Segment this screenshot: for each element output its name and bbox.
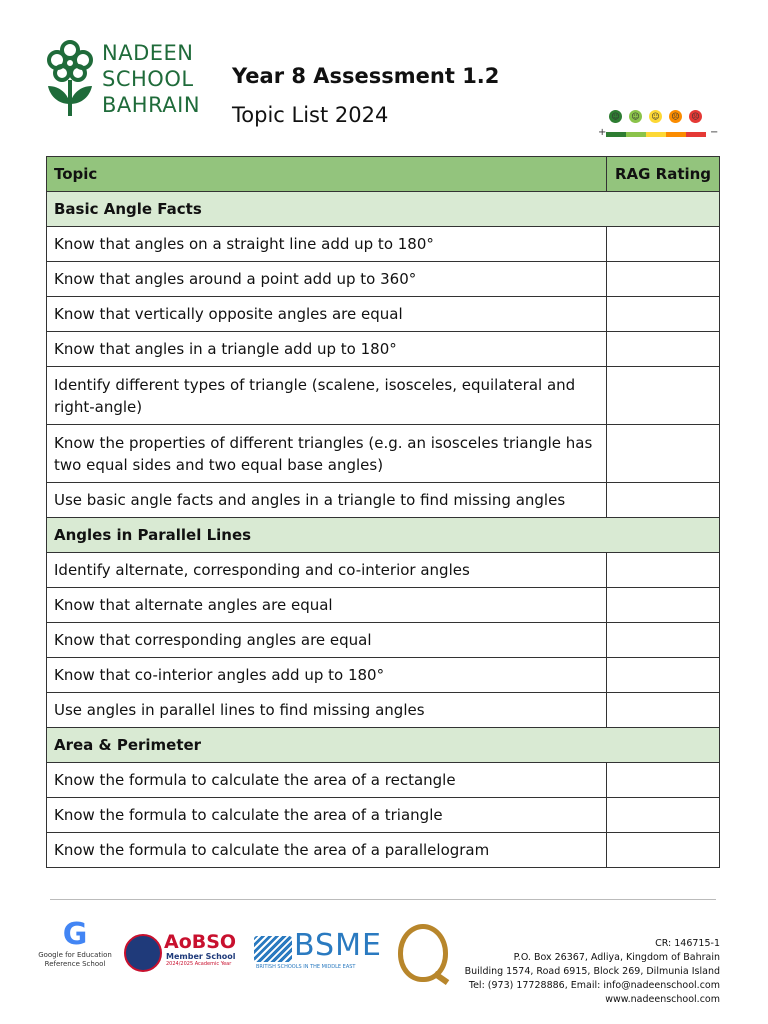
topic-cell: Know the formula to calculate the area of a rectangle (47, 763, 607, 798)
aobso-member: Member School (166, 952, 236, 961)
section-title: Area & Perimeter (47, 728, 720, 763)
rag-cell[interactable] (607, 588, 720, 623)
google-badge-line-1: Google for Education (38, 951, 112, 959)
rag-cell[interactable] (607, 763, 720, 798)
scale-bar-segment (646, 132, 666, 137)
google-g-icon: G (62, 917, 88, 952)
table-row (47, 763, 720, 798)
rag-cell[interactable] (607, 658, 720, 693)
page-subtitle: Topic List 2024 (232, 103, 389, 127)
address-contact: Tel: (973) 17728886, Email: info@nadeenschool.com (468, 980, 720, 991)
rag-cell[interactable] (607, 553, 720, 588)
scale-bar-segment (686, 132, 706, 137)
topic-cell: Know that angles on a straight line add up to 180° (47, 227, 607, 262)
table-row (47, 367, 720, 425)
column-header-rag: RAG Rating (607, 157, 720, 192)
scale-plus: + (598, 127, 607, 138)
section-row (47, 192, 720, 227)
section-title: Basic Angle Facts (47, 192, 720, 227)
aobso-name: AoBSO (164, 931, 237, 953)
rag-cell[interactable] (607, 297, 720, 332)
section-row (47, 728, 720, 763)
topic-cell: Know that corresponding angles are equal (47, 623, 607, 658)
bsme-name: BSME (294, 928, 382, 963)
topic-table (46, 156, 720, 868)
topic-cell: Know that co-interior angles add up to 180° (47, 658, 607, 693)
rag-cell[interactable] (607, 262, 720, 297)
bsme-subtitle: BRITISH SCHOOLS IN THE MIDDLE EAST (256, 964, 356, 970)
flower-icon (44, 40, 96, 118)
rag-cell[interactable] (607, 425, 720, 483)
footer-divider (50, 899, 716, 900)
scale-bar-segment (666, 132, 686, 137)
quality-award-icon (398, 924, 452, 986)
face-icon-happy: ☺ (629, 110, 642, 123)
face-icon-sad: ☹ (669, 110, 682, 123)
topic-cell: Know the formula to calculate the area of a parallelogram (47, 833, 607, 868)
rag-scale (598, 108, 720, 140)
section-row (47, 518, 720, 553)
table-row (47, 623, 720, 658)
address-po-box: P.O. Box 26367, Adliya, Kingdom of Bahrain (513, 952, 720, 963)
topic-cell: Know that vertically opposite angles are equal (47, 297, 607, 332)
face-icon-very-happy: ☺ (609, 110, 622, 123)
logo-line-2: SCHOOL (102, 67, 194, 91)
face-icon-very-sad: ☹ (689, 110, 702, 123)
scale-bar-segment (606, 132, 626, 137)
topic-cell: Know the properties of different triangles (e.g. an isosceles triangle has two equal sides and two equal base angles) (47, 425, 607, 483)
rag-cell[interactable] (607, 483, 720, 518)
table-row (47, 553, 720, 588)
table-row (47, 297, 720, 332)
table-row (47, 833, 720, 868)
rag-cell[interactable] (607, 227, 720, 262)
aobso-badge (124, 932, 244, 972)
table-header-row (47, 157, 720, 192)
topic-cell: Identify alternate, corresponding and co-interior angles (47, 553, 607, 588)
table-row (47, 262, 720, 297)
rag-cell[interactable] (607, 693, 720, 728)
section-title: Angles in Parallel Lines (47, 518, 720, 553)
table-row (47, 332, 720, 367)
table-row (47, 693, 720, 728)
table-row (47, 588, 720, 623)
google-badge-line-2: Reference School (44, 960, 106, 968)
school-address (465, 937, 720, 1007)
table-row (47, 658, 720, 693)
topic-cell: Know the formula to calculate the area of a triangle (47, 798, 607, 833)
topic-cell: Know that alternate angles are equal (47, 588, 607, 623)
google-education-badge (36, 919, 114, 969)
logo-line-1: NADEEN (102, 41, 194, 65)
column-header-topic: Topic (47, 157, 607, 192)
school-logo (40, 40, 220, 120)
topic-cell: Identify different types of triangle (scalene, isosceles, equilateral and right-angle) (47, 367, 607, 425)
rag-cell[interactable] (607, 367, 720, 425)
aobso-year: 2024/2025 Academic Year (166, 961, 232, 967)
topic-cell: Use basic angle facts and angles in a triangle to find missing angles (47, 483, 607, 518)
table-row (47, 425, 720, 483)
topic-cell: Use angles in parallel lines to find missing angles (47, 693, 607, 728)
table-row (47, 227, 720, 262)
logo-line-3: BAHRAIN (102, 93, 201, 117)
rag-cell[interactable] (607, 833, 720, 868)
address-building: Building 1574, Road 6915, Block 269, Dilmunia Island (464, 966, 720, 977)
aobso-emblem-icon (124, 934, 162, 972)
topic-cell: Know that angles around a point add up to 360° (47, 262, 607, 297)
address-website: www.nadeenschool.com (605, 994, 720, 1005)
rag-cell[interactable] (607, 798, 720, 833)
page-title: Year 8 Assessment 1.2 (232, 64, 500, 88)
topic-cell: Know that angles in a triangle add up to 180° (47, 332, 607, 367)
bsme-book-icon (254, 936, 292, 962)
address-cr: CR: 146715-1 (655, 938, 720, 949)
scale-minus: − (710, 127, 719, 138)
rag-cell[interactable] (607, 623, 720, 658)
table-row (47, 483, 720, 518)
table-row (47, 798, 720, 833)
rag-cell[interactable] (607, 332, 720, 367)
scale-bar-segment (626, 132, 646, 137)
bsme-logo (254, 930, 388, 970)
face-icon-neutral: ☺ (649, 110, 662, 123)
